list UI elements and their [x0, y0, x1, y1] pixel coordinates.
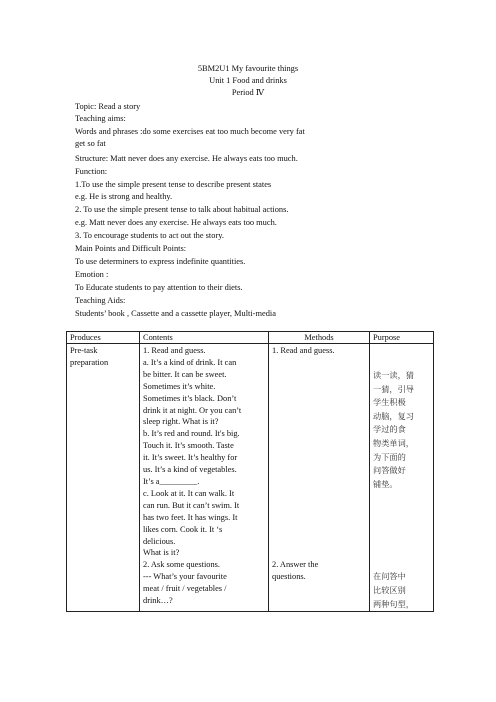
produce-line: Pre-task — [70, 346, 98, 355]
methods-line: 2. Answer the — [272, 559, 319, 569]
contents-line: can run. But it can’t swim. It — [143, 500, 240, 510]
purpose-line: 学过的食 — [373, 424, 406, 435]
purpose-line: 读一读，猜 — [373, 370, 414, 380]
intro-line: Teaching Aids: — [75, 296, 126, 305]
contents-line: 2. Ask some questions. — [143, 560, 221, 570]
intro-line: To Educate students to pay attention to their diets. — [75, 283, 243, 292]
contents-line: Touch it. It’s smooth. Taste — [143, 441, 234, 451]
purpose-line: 动脑，复习 — [373, 410, 414, 421]
contents-line: b. It’s red and round. It's big. — [143, 429, 240, 439]
procedure-table — [66, 331, 434, 612]
intro-line: Words and phrases :do some exercises eat too much become very fat — [75, 127, 305, 136]
contents-line: likes corn. Cook it. It ‘s — [143, 524, 223, 534]
contents-line: be bitter. It can be sweet. — [143, 369, 227, 379]
contents-line: drink…? — [143, 596, 173, 606]
contents-line: sleep right. What is it? — [143, 417, 219, 427]
purpose-line: 为下面的 — [373, 451, 406, 462]
contents-line: it. It’s sweet. It’s healthy for — [143, 453, 238, 463]
intro-line: get so fat — [75, 139, 106, 148]
intro-line: Main Points and Difficult Points: — [75, 244, 187, 253]
header-purpose: Purpose — [370, 332, 434, 344]
contents-line: 1. Read and guess. — [143, 346, 206, 355]
header-produces: Produces — [67, 332, 140, 344]
purpose-line: 一猜，引导 — [373, 383, 414, 394]
header-methods: Methods — [269, 332, 370, 344]
intro-line: 2. To use the simple present tense to talk about habitual actions. — [75, 205, 289, 214]
purpose-line: 铺垫。 — [373, 478, 398, 489]
contents-line: us. It’s a kind of vegetables. — [143, 465, 237, 475]
contents-line: delicious. — [143, 536, 176, 546]
contents-line: Sometimes it’s black. Don’t — [143, 393, 237, 403]
contents-line: has two feet. It has wings. It — [143, 512, 238, 522]
contents-line: a. It’s a kind of drink. It can — [143, 357, 237, 367]
intro-line: 1.To use the simple present tense to describe present states — [75, 180, 272, 189]
contents-line: What is it? — [143, 548, 180, 558]
intro-line: Function: — [75, 167, 108, 176]
intro-line: Teaching aims: — [75, 114, 126, 123]
purpose-line: 学生积极 — [373, 397, 406, 408]
unit-title: Unit 1 Food and drinks — [209, 76, 287, 85]
intro-line: Structure: Matt never does any exercise. He always eats too much. — [75, 154, 298, 163]
cell-methods — [269, 344, 370, 612]
purpose-line: 两种句型， — [373, 598, 414, 609]
methods-line: questions. — [272, 571, 306, 581]
cell-contents — [140, 344, 269, 612]
contents-line: drink it at night. Or you can’t — [143, 405, 242, 415]
intro-line: Students’ book , Cassette and a cassette player, Multi-media — [75, 309, 276, 318]
intro-line: e.g. Matt never does any exercise. He always eats too much. — [75, 218, 277, 227]
intro-line: 3. To encourage students to act out the story. — [75, 231, 224, 240]
intro-line: To use determiners to express indefinite quantities. — [75, 257, 246, 266]
purpose-line: 比较区别 — [373, 584, 406, 595]
intro-line: Topic: Read a story — [75, 102, 141, 111]
period-title: Period Ⅳ — [231, 88, 265, 97]
intro-line: Emotion : — [75, 270, 109, 279]
contents-line: c. Look at it. It can walk. It — [143, 488, 235, 498]
intro-line: e.g. He is strong and healthy. — [75, 192, 173, 201]
methods-line: 1. Read and guess. — [272, 346, 335, 355]
table-header-row — [67, 332, 434, 344]
contents-line: meat / fruit / vegetables / — [143, 584, 227, 594]
header-contents: Contents — [140, 332, 269, 344]
contents-line: --- What’s your favourite — [143, 572, 227, 582]
contents-line: It’s a_________. — [143, 476, 200, 486]
contents-line: Sometimes it’s white. — [143, 381, 216, 391]
purpose-line: 在问答中 — [373, 571, 406, 582]
table-row — [67, 344, 434, 612]
produce-line: preparation — [70, 357, 109, 367]
purpose-line: 物类单词， — [373, 437, 414, 448]
cell-purpose — [370, 344, 434, 612]
cell-produce — [67, 344, 140, 612]
lesson-title: 5BM2U1 My favourite things — [197, 64, 299, 73]
purpose-line: 问答做好 — [373, 465, 406, 476]
